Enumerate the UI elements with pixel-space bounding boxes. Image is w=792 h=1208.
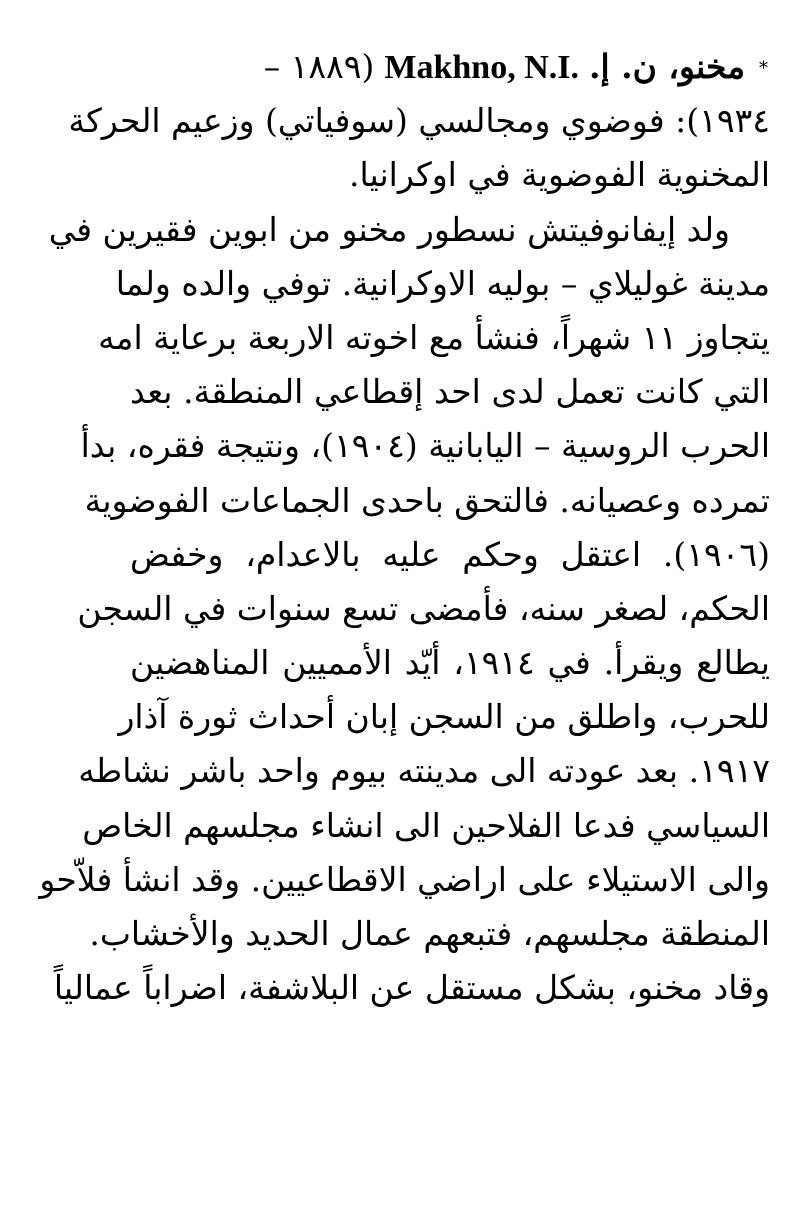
paragraph-line: وقاد مخنو، بشكل مستقل عن البلاشفة، اضراباً عمالياً [53,968,770,1008]
paragraph-line: يطالع ويقرأ. في ١٩١٤، أيّد الأمميين المناهضين [130,643,770,683]
paragraph-line: يتجاوز ١١ شهراً، فنشأ مع اخوته الاربعة برعاية امه [98,317,770,357]
paragraph-line: الحرب الروسية – اليابانية (١٩٠٤)، ونتيجة فقره، بدأ [80,426,770,466]
entry-headword-latin: Makhno, N.I. [384,49,579,86]
paragraph-line: ١٩١٧. بعد عودته الى مدينته بيوم واحد باشر نشاطه [78,751,770,791]
paragraph-line: والى الاستيلاء على اراضي الاقطاعيين. وقد انشأ فلاّحو [39,859,770,899]
paragraph-line: السياسي فدعا الفلاحين الى انشاء مجلسهم الخاص [82,805,770,845]
entry-line: ١٩٣٤): فوضوي ومجالسي (سوفياتي) وزعيم الحركة [68,101,770,141]
paragraph-line: للحرب، واطلق من السجن إبان أحداث ثورة آذار [118,697,770,737]
paragraph-line: مدينة غوليلاي – بوليه الاوكرانية. توفي والده ولما [115,263,770,303]
paragraph-line: الحكم، لصغر سنه، فأمضى تسع سنوات في السجن [77,588,770,628]
paragraph-first-line: ولد إيفانوفيتش نسطور مخنو من ابوين فقيرين في [48,209,730,249]
entry-line: المخنوية الفوضوية في اوكرانيا. [348,155,770,195]
paragraph-line: المنطقة مجلسهم، فتبعهم عمال الحديد والأخشاب. [89,914,770,953]
paragraph-line: تمرده وعصيانه. فالتحق باحدى الجماعات الفوضوية [84,480,770,520]
entry-headword-arabic: مخنو، ن. إ. [589,47,745,86]
entry-birth-date: (١٨٨٩ – [263,47,375,86]
entry-star-marker: * [759,57,768,79]
article-text [39,40,770,1015]
paragraph-line: (١٩٠٦). اعتقل وحكم عليه بالاعدام، وخفض [130,534,770,574]
entry-heading-line [130,40,770,94]
paragraph-line: التي كانت تعمل لدى احد إقطاعي المنطقة. بعد [130,372,770,412]
